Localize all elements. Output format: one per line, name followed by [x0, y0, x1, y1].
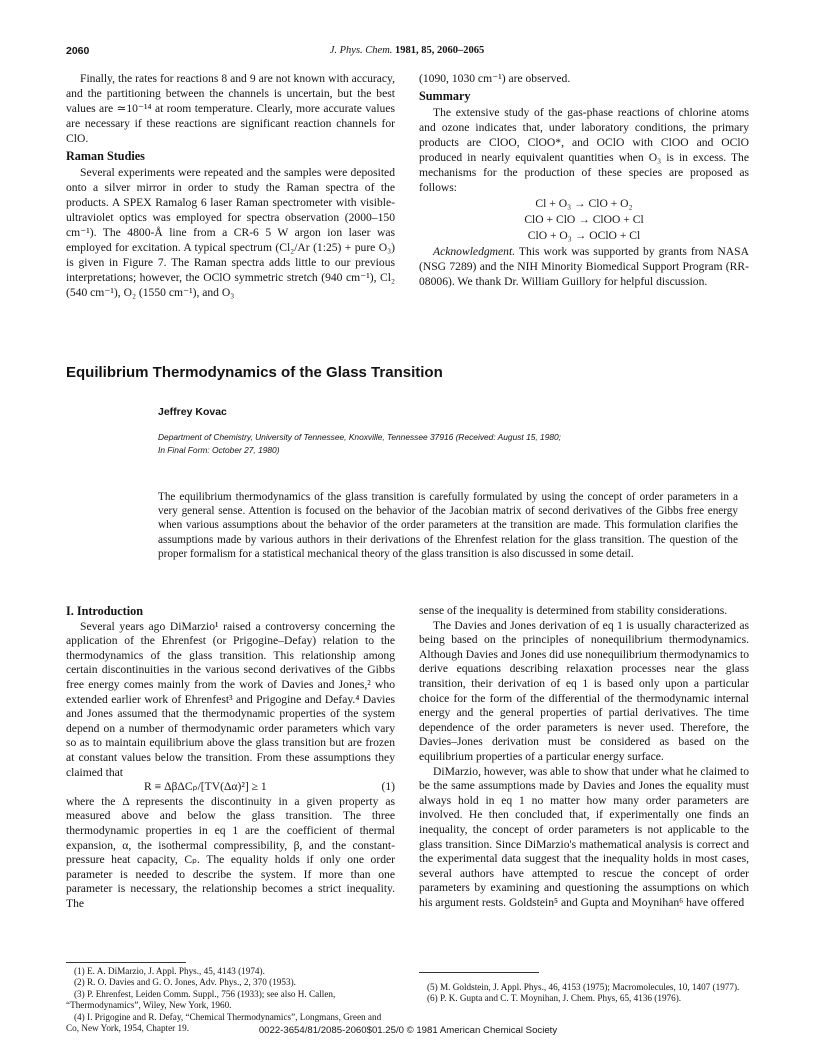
intro-left-column — [66, 604, 395, 911]
footnote-5: (5) M. Goldstein, J. Appl. Phys., 46, 4153 (1975); Macromolecules, 10, 1407 (1977). — [427, 982, 740, 992]
acknowledgment-paragraph — [419, 244, 749, 289]
article-abstract: The equilibrium thermodynamics of the glass transition is carefully formulated by using the concept of order parameters in a very general sense. Attention is focused on the behavior of the Jacobian matrix of second derivatives of the Gibbs free energy when various assumptions about the behavior of the order parameters at the transition are made. This formulation clarifies the assumptions made by various authors in their derivations of the Ehrenfest relation for the glass transition. The question of the proper formalism for a statistical mechanical theory of the glass transition is also discussed in some detail. — [158, 491, 738, 560]
prev-paragraph-continued: (1090, 1030 cm⁻¹) are observed. — [419, 72, 571, 85]
footnote-4: (4) I. Prigogine and R. Defay, “Chemical Thermodynamics”, Longmans, Green and Co, New York, 1954, Chapter 19. — [66, 1011, 382, 1034]
intro-paragraph-continued: sense of the inequality is determined from stability considerations. — [419, 604, 728, 617]
intro-paragraph-1: Several years ago DiMarzio¹ raised a controversy concerning the application of the Ehrenfest (or Prigogine–Defay) relation to the thermodynamics of the glass transition. This relationship among certain discontinuities in the various second derivatives of the Gibbs free energy comes mainly from the work of Davies and Jones,² who extended earlier work of Ehrenfest³ and Prigogine and Defay.⁴ Davies and Jones assumed that the thermodynamic properties of the system depend on a number of thermodynamic order parameters which vary so as to maintain equilibrium above the glass transition but are frozen at constant values below the transition. From these assumptions they claimed that — [66, 619, 395, 779]
article-title: Equilibrium Thermodynamics of the Glass Transition — [66, 364, 443, 381]
footnote-2: (2) R. O. Davies and G. O. Jones, Adv. Phys., 2, 370 (1953). — [74, 977, 296, 988]
prev-article-right-column — [419, 71, 749, 289]
intro-paragraph-2: where the Δ represents the discontinuity in a given property as measured above and below the glass transition. The three thermodynamic properties in eq 1 are the coefficient of thermal expansion, α, the isothermal compressibility, β, and the constant-pressure heat capacity, Cₚ. The equality holds if only one order parameter is needed to describe the system. If more than one parameter is necessary, the relationship becomes a strict inequality. The — [66, 794, 395, 910]
mechanism-equation-3: ClO + O₃ → OClO + Cl — [527, 229, 641, 242]
footnote-rule-right — [419, 972, 539, 973]
footnotes-right — [419, 982, 749, 1005]
equation-1 — [66, 780, 395, 795]
prev-paragraph-raman: Several experiments were repeated and the samples were deposited onto a silver mirror in order to study the Raman spectra of the products. A SPEX Ramalog 6 laser Raman spectrometer with visible-ultraviolet optics was employed for spectra observation (2000–150 cm⁻¹). The 4800-Å line from a CR-6 5 W argon ion laser was employed for excitation. A typical spectrum (Cl₂/Ar (1:25) + pure O₃) is given in Figure 7. The Raman spectra adds little to our previous interpretations; however, the OClO symmetric stretch (940 cm⁻¹), Cl₂ (540 cm⁻¹), O₂ (1550 cm⁻¹), and O₃ — [66, 166, 395, 299]
intro-paragraph-dimarzio: DiMarzio, however, was able to show that under what he claimed to be the same assumptions made by Davies and Jones the equality must always hold in eq 1 no matter how many order parameters are involved. He then concluded that, if experimentally one finds an inequality, the concept of order parameters is not applicable to the glass transition. Since DiMarzio's mathematical analysis is correct and the experimental data suggest that the inequality holds in most cases, several authors have attempted to rescue the concept of order parameters by examining and questioning the assumptions on which his argument rests. Goldstein⁵ and Gupta and Moynihan⁶ have offered — [419, 764, 750, 909]
mechanism-equation-2: ClO + ClO → ClOO + Cl — [524, 213, 644, 226]
summary-heading: Summary — [419, 89, 471, 103]
intro-paragraph-davies-jones: The Davies and Jones derivation of eq 1 is usually characterized as being based on the principles of nonequilibrium thermodynamics. Although Davies and Jones did use nonequilibrium thermodynamics to derive equations describing relaxation processes near the glass transition, their derivation of eq 1 is based only upon a particular choice for the form of the differential of the thermodynamic internal energy and the general properties of partial derivatives. The time dependence of the order parameters is never used. Therefore, the Davies–Jones derivation must be considered as based on the equilibrium properties of a particular energy surface. — [419, 618, 749, 763]
running-header — [66, 45, 748, 59]
footnote-1: (1) E. A. DiMarzio, J. Appl. Phys., 45, 4143 (1974). — [74, 966, 265, 976]
journal-year-volume: 1981, 85, 2060–2065 — [395, 45, 485, 56]
prev-paragraph-rates: Finally, the rates for reactions 8 and 9 are not known with accuracy, and the partitioning between the channels is uncertain, but the best values are ≃10⁻¹⁴ at room temperature. Clearly, more accurate values are necessary if these reactions are significant reaction channels for ClO. — [66, 72, 395, 145]
acknowledgment-text: This work was supported by grants from NASA (NSG 7289) and the NIH Minority Biomedical Support Program (RR-08006). We thank Dr. William Guillory for helpful discussion. — [419, 245, 749, 288]
journal-citation — [66, 45, 748, 56]
copyright-footer: 0022-3654/81/2085-2060$01.25/0 © 1981 American Chemical Society — [258, 1025, 558, 1036]
mechanism-equation-1: Cl + O₃ → ClO + O₂ — [535, 197, 633, 210]
footnote-rule-left — [66, 962, 186, 963]
acknowledgment-label: Acknowledgment. — [433, 245, 516, 258]
page-number: 2060 — [66, 45, 90, 57]
prev-article-left-column — [66, 71, 395, 300]
article-author: Jeffrey Kovac — [158, 406, 227, 418]
footnote-6: (6) P. K. Gupta and C. T. Moynihan, J. Chem. Phys, 65, 4136 (1976). — [427, 993, 682, 1004]
footnote-3: (3) P. Ehrenfest, Leiden Comm. Suppl., 756 (1933); see also H. Callen, “Thermodynamics”, Wiley, New York, 1960. — [66, 988, 336, 1011]
introduction-heading: I. Introduction — [66, 604, 143, 618]
intro-right-column — [419, 604, 749, 910]
article-affiliation — [158, 431, 718, 457]
summary-paragraph: The extensive study of the gas-phase reactions of chlorine atoms and ozone indicates that, under laboratory conditions, the primary products are ClOO, ClOO*, and OClO with ClOO and OClO produced in nearly equivalent quantities when O₃ is in excess. The mechanisms for the production of these species are proposed as follows: — [419, 106, 749, 194]
equation-1-number: (1) — [381, 780, 395, 794]
raman-studies-heading: Raman Studies — [66, 149, 145, 163]
affiliation-line-1: Department of Chemistry, University of Tennessee, Knoxville, Tennessee 37916 (Received: August 15, 1980; — [158, 432, 561, 442]
equation-1-expression: R ≡ ΔβΔCₚ/[TV(Δα)²] ≥ 1 — [144, 780, 267, 794]
journal-name: J. Phys. Chem. — [329, 45, 393, 56]
affiliation-line-2: In Final Form: October 27, 1980) — [158, 445, 280, 455]
